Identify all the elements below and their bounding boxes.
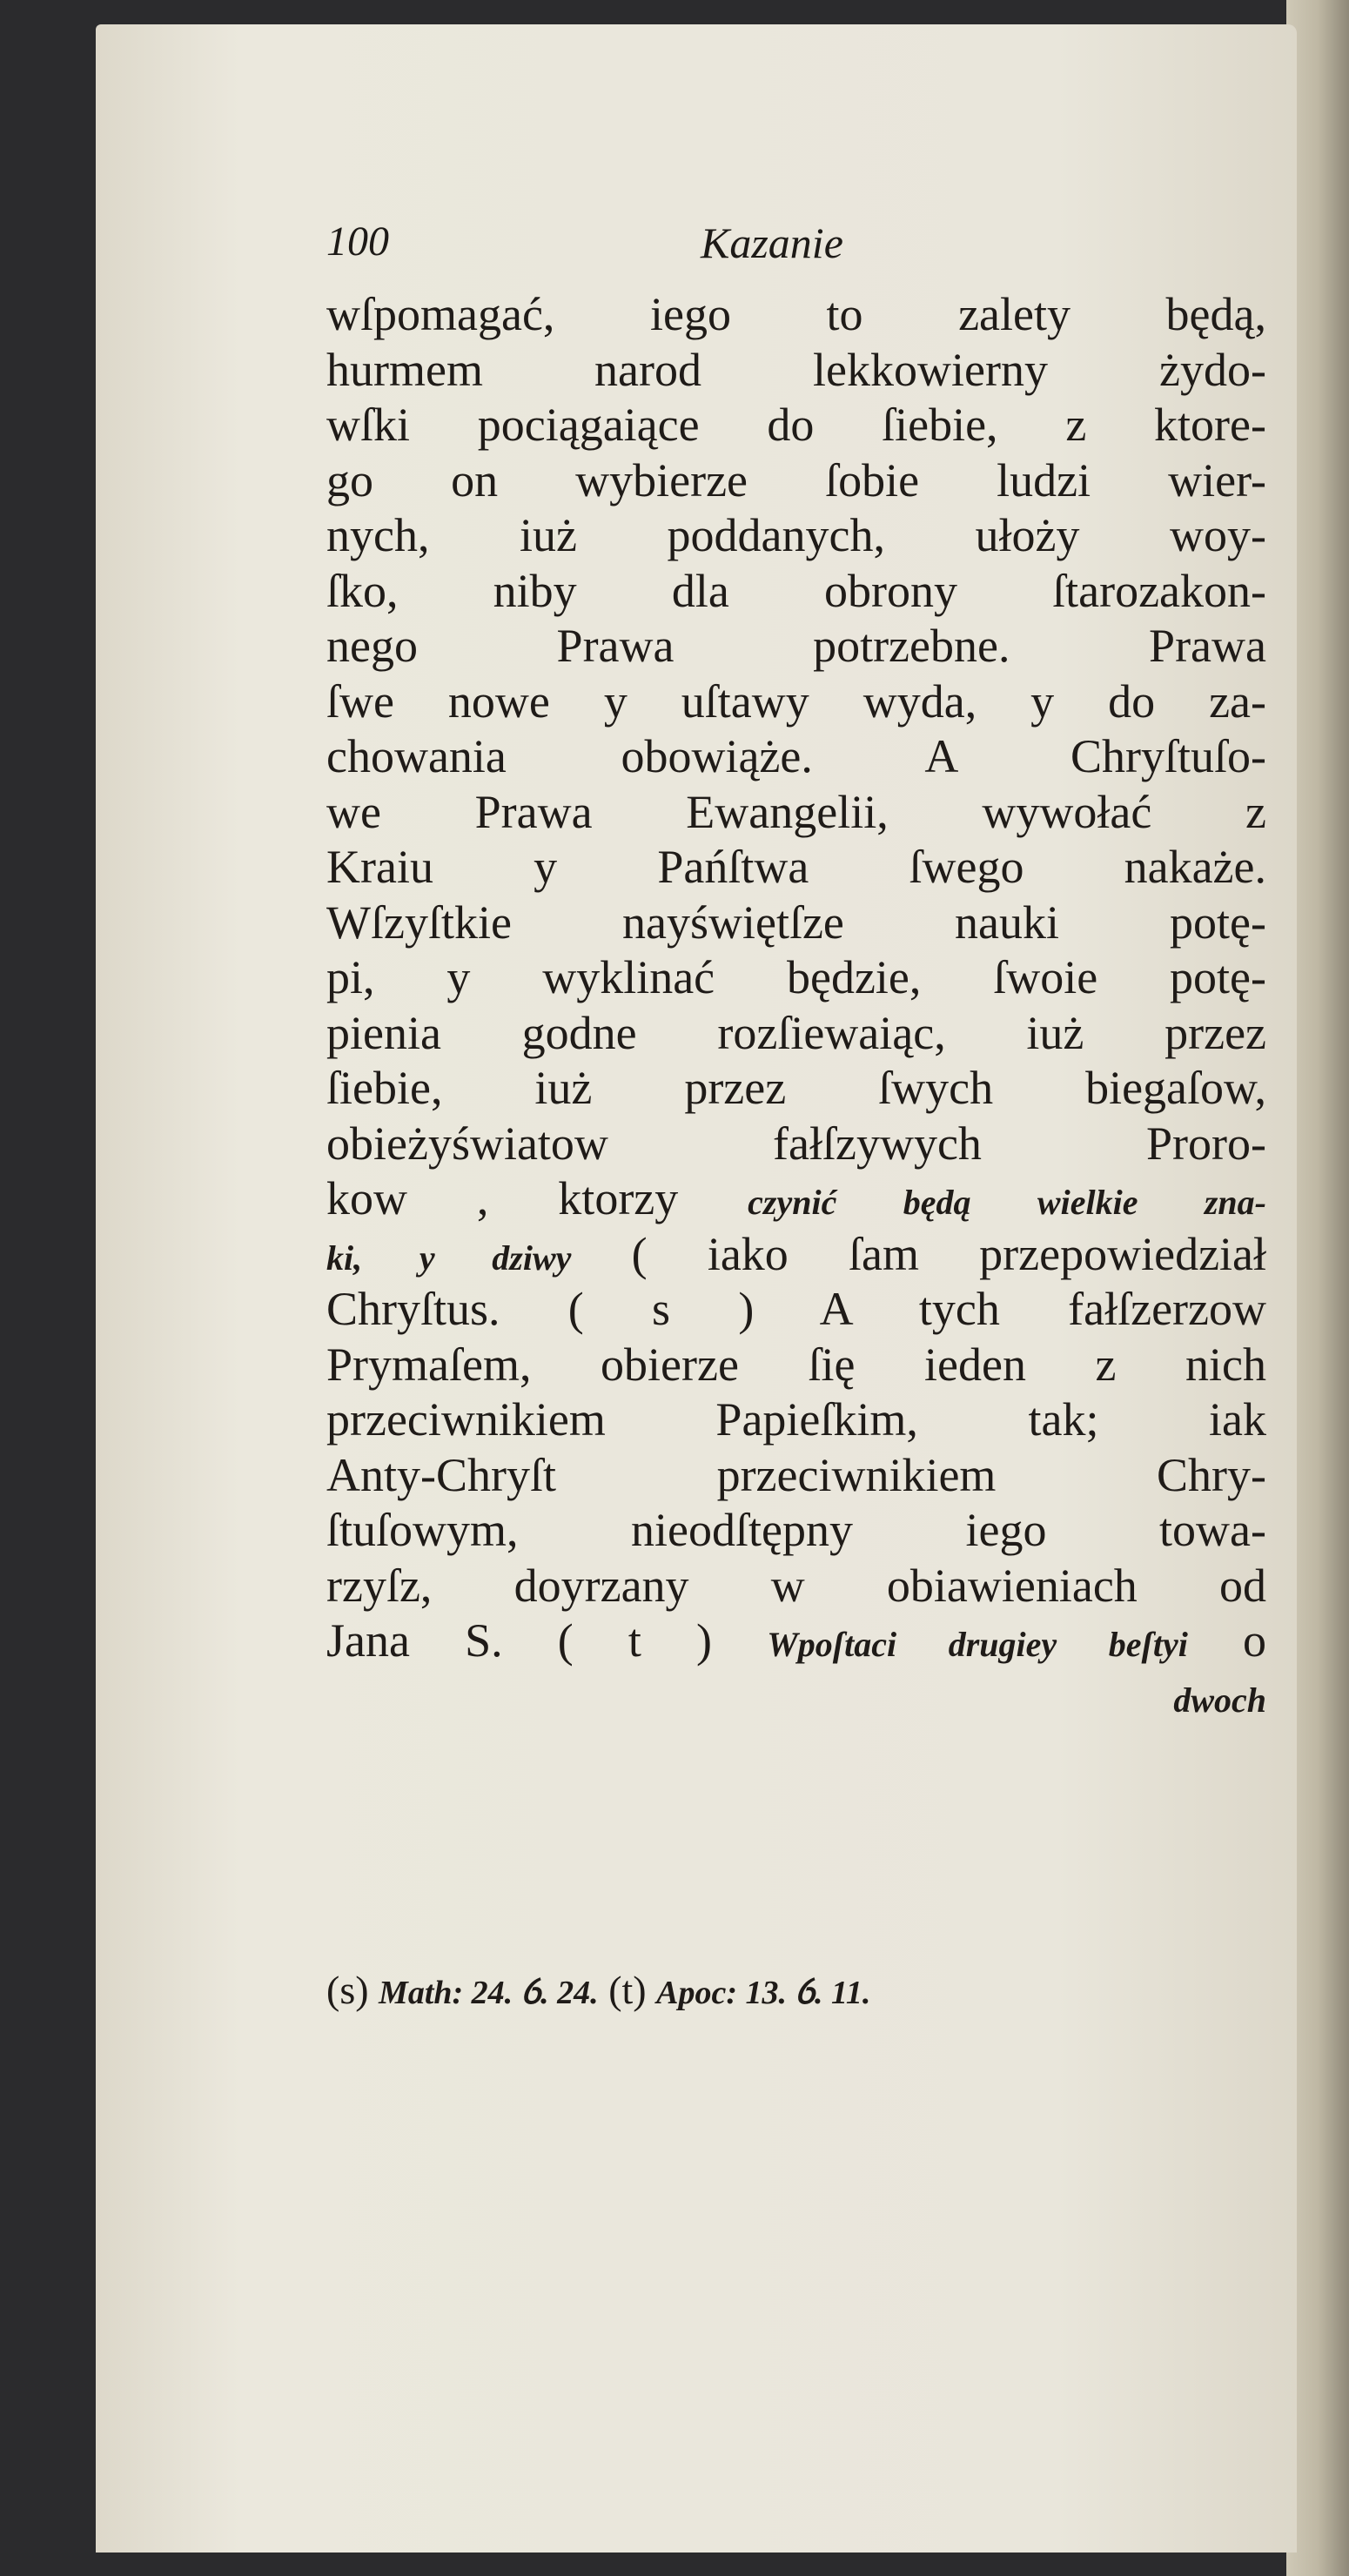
text-line: Anty-Chryſt przeciwnikiem Chry-: [326, 1448, 1266, 1501]
footnote-mark-s: (s): [326, 1968, 369, 2012]
running-title: Kazanie: [701, 218, 843, 267]
catchword: dwoch: [1173, 1680, 1266, 1720]
footnotes: [326, 1967, 1266, 2014]
footnote-ref-s: Math: 24. ỽ. 24.: [379, 1975, 599, 2011]
text-line: Prymaſem, obierze ſię ieden z nich: [326, 1338, 1266, 1391]
text-line: chowania obowiąże. A Chryſtuſo-: [326, 730, 1266, 782]
body-text: [326, 287, 1266, 1724]
text-line: Chryſtus. ( s ) A tych fałſzerzow: [326, 1283, 1266, 1335]
text-line: wſpomagać, iego to zalety będą,: [326, 288, 1266, 340]
text-segment: kow , ktorzy: [326, 1172, 679, 1224]
text-line: wſki pociągaiące do ſiebie, z ktore-: [326, 399, 1266, 451]
text-line: rzyſz, doyrzany w obiawieniach od: [326, 1559, 1266, 1612]
italic-quote: ki, y dziwy: [326, 1238, 572, 1278]
text-line: [326, 1227, 1266, 1283]
text-line: ſko, niby dla obrony ſtarozakon-: [326, 564, 1266, 617]
text-line: Kraiu y Pańſtwa ſwego nakaże.: [326, 841, 1266, 893]
text-line: Wſzyſtkie nayświętſze nauki potę-: [326, 896, 1266, 949]
text-segment: ( iako ſam przepowiedział: [631, 1227, 1267, 1280]
text-line: ſiebie, iuż przez ſwych biegaſow,: [326, 1062, 1266, 1114]
text-segment: Jana S. ( t ): [326, 1614, 713, 1667]
page-header: [326, 218, 1266, 278]
text-line: przeciwnikiem Papieſkim, tak; iak: [326, 1393, 1266, 1446]
text-segment: o: [1243, 1614, 1267, 1667]
text-line: hurmem narod lekkowierny żydo-: [326, 343, 1266, 396]
text-line: obieżyświatow fałſzywych Proro-: [326, 1117, 1266, 1170]
text-line: we Prawa Ewangelii, wywołać z: [326, 785, 1266, 838]
text-line: pi, y wyklinać będzie, ſwoie potę-: [326, 951, 1266, 1003]
text-line: pienia godne rozſiewaiąc, iuż przez: [326, 1006, 1266, 1059]
catchword-line: [326, 1669, 1266, 1725]
text-line: [326, 1613, 1266, 1669]
footnote-ref-t: Apoc: 13. ỽ. 11.: [656, 1975, 871, 2011]
text-line: [326, 1171, 1266, 1227]
text-line: ſwe nowe y uſtawy wyda, y do za-: [326, 674, 1266, 728]
italic-quote: Wpoſtaci drugiey beſtyi: [767, 1625, 1188, 1664]
italic-quote: czynić będą wielkie zna-: [748, 1183, 1266, 1222]
footnote-mark-t: (t): [608, 1968, 647, 2012]
text-line: ſtuſowym, nieodſtępny iego towa-: [326, 1504, 1266, 1556]
text-line: nych, iuż poddanych, ułoży woy-: [326, 509, 1266, 561]
text-line: go on wybierze ſobie ludzi wier-: [326, 453, 1266, 506]
page-number: 100: [326, 218, 389, 265]
text-line: nego Prawa potrzebne. Prawa: [326, 620, 1266, 672]
